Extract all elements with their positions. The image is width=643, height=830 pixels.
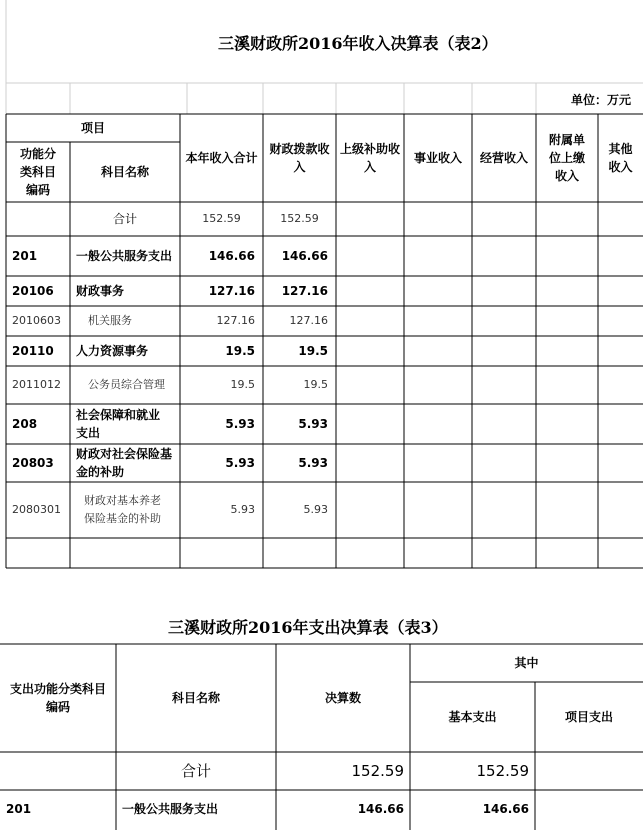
row-fiscal: 5.93 xyxy=(298,417,328,431)
row-amount: 152.59 xyxy=(351,762,404,780)
header-subject-name: 科目名称 xyxy=(171,691,220,705)
row-fiscal: 19.5 xyxy=(298,344,328,358)
row-fiscal: 146.66 xyxy=(281,249,328,263)
row-total: 19.5 xyxy=(230,378,255,391)
row-code: 20803 xyxy=(12,456,54,470)
row-code: 2010603 xyxy=(12,314,61,327)
row-name: 人力资源事务 xyxy=(76,344,149,358)
header-superior: 上级补助收入 xyxy=(340,142,401,174)
row-name: 财政对基本养老保险基金的补助 xyxy=(84,494,161,525)
row-basic: 152.59 xyxy=(476,762,529,780)
header-affiliated: 附属单位上缴收入 xyxy=(548,133,585,183)
table2-title: 三溪财政所2016年收入决算表（表2） xyxy=(218,34,498,53)
row-code: 201 xyxy=(12,249,38,263)
row-code: 20106 xyxy=(12,284,54,298)
header-among: 其中 xyxy=(514,656,539,670)
row-fiscal: 152.59 xyxy=(280,212,319,225)
header-operating: 经营收入 xyxy=(480,151,529,165)
row-code: 20110 xyxy=(12,344,54,358)
header-final-amount: 决算数 xyxy=(324,691,361,705)
row-fiscal: 19.5 xyxy=(303,378,328,391)
header-total: 本年收入合计 xyxy=(185,151,258,165)
row-code: 2080301 xyxy=(12,503,61,516)
row-total: 5.93 xyxy=(225,456,255,470)
table3-title: 三溪财政所2016年支出决算表（表3） xyxy=(168,618,448,637)
row-total: 127.16 xyxy=(216,314,255,327)
row-project xyxy=(535,790,643,828)
row-code xyxy=(6,202,70,236)
row-total: 5.93 xyxy=(230,503,255,516)
header-item: 项目 xyxy=(80,121,105,135)
row-total: 127.16 xyxy=(208,284,255,298)
row-name: 社会保障和就业支出 xyxy=(76,408,161,440)
row-name: 财政事务 xyxy=(76,284,125,298)
row-name: 机关服务 xyxy=(88,314,132,327)
row-name: 合计 xyxy=(180,762,211,780)
row-total: 19.5 xyxy=(225,344,255,358)
row-name: 一般公共服务支出 xyxy=(122,802,219,816)
row-project xyxy=(535,752,643,790)
row-fiscal: 5.93 xyxy=(298,456,328,470)
row-basic: 146.66 xyxy=(482,802,529,816)
row-code: 2011012 xyxy=(12,378,61,391)
header-other: 其他收入 xyxy=(608,142,633,174)
row-fiscal: 127.16 xyxy=(281,284,328,298)
row-name: 财政对社会保险基金的补助 xyxy=(76,447,173,479)
row-code: 201 xyxy=(6,802,32,816)
header-basic-expense: 基本支出 xyxy=(448,710,497,724)
row-name: 合计 xyxy=(112,212,137,226)
header-expense-code: 支出功能分类科目编码 xyxy=(9,682,106,714)
row-fiscal: 127.16 xyxy=(289,314,328,327)
header-code: 功能分类科目编码 xyxy=(19,147,56,197)
row-code xyxy=(0,752,116,790)
header-project-expense: 项目支出 xyxy=(564,710,613,724)
row-total: 152.59 xyxy=(202,212,241,225)
row-fiscal: 5.93 xyxy=(303,503,328,516)
row-total: 5.93 xyxy=(225,417,255,431)
header-name: 科目名称 xyxy=(100,165,149,179)
row-total: 146.66 xyxy=(208,249,255,263)
header-fiscal: 财政拨款收入 xyxy=(269,142,330,174)
row-amount: 146.66 xyxy=(357,802,404,816)
unit-label: 单位：万元 xyxy=(570,93,631,107)
row-code: 208 xyxy=(12,417,38,431)
header-business: 事业收入 xyxy=(413,151,462,165)
row-name: 一般公共服务支出 xyxy=(76,249,173,263)
row-name: 公务员综合管理 xyxy=(88,378,165,391)
